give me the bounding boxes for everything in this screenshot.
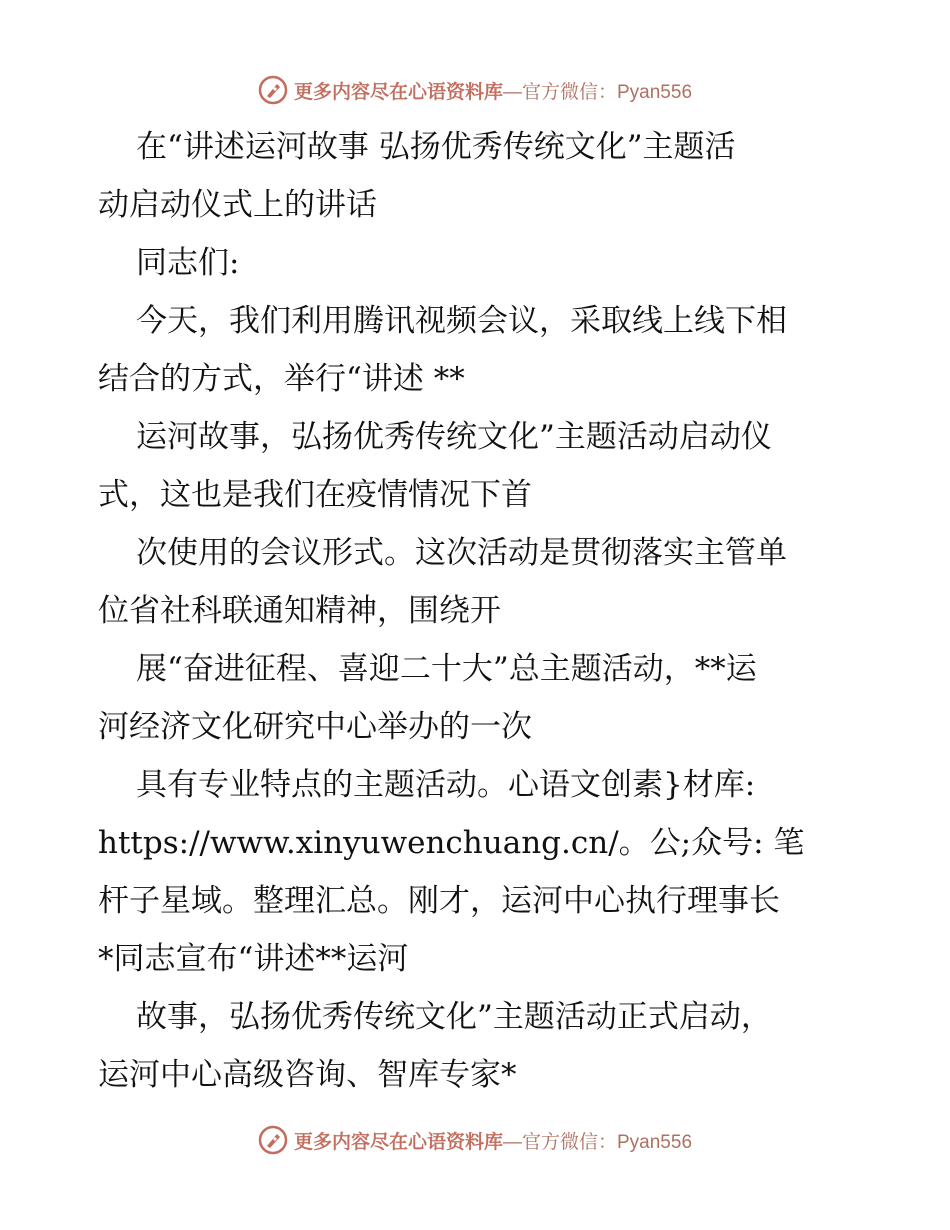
title-line-2: 动启动仪式上的讲话: [98, 187, 377, 223]
watermark-main: 更多内容尽在心语资料库: [293, 80, 503, 103]
paragraph-line: 今天，我们利用腾讯视频会议，采取线上线下相: [136, 303, 787, 339]
title-line-1: 在“讲述运河故事 弘扬优秀传统文化”主题活: [136, 129, 736, 165]
paragraph-line: 次使用的会议形式。这次活动是贯彻落实主管单: [136, 535, 787, 571]
paragraph-line: 展“奋进征程、喜迎二十大”总主题活动，**运: [136, 651, 757, 687]
watermark-sub: —官方微信：Pyan556: [503, 1131, 693, 1153]
footer-watermark: [0, 1120, 950, 1160]
watermark-text: [294, 1127, 692, 1154]
salutation: 同志们:: [136, 245, 240, 281]
paragraph-line: 杆子星域。整理汇总。刚才，运河中心执行理事长: [98, 883, 780, 919]
header-watermark: [0, 70, 950, 110]
paragraph-line: https://www.xinyuwenchuang.cn/。公;众号: 笔: [98, 825, 805, 861]
watermark-sub: —官方微信：Pyan556: [503, 81, 693, 103]
paragraph-line: 河经济文化研究中心举办的一次: [98, 709, 532, 745]
paragraph-line: *同志宣布“讲述**运河: [98, 941, 409, 977]
paragraph-line: 具有专业特点的主题活动。心语文创素}材库:: [136, 767, 756, 803]
paragraph-line: 结合的方式，举行“讲述 **: [98, 361, 465, 397]
watermark-main: 更多内容尽在心语资料库: [293, 1130, 503, 1153]
pen-nib-icon: [258, 1125, 288, 1155]
paragraph-line: 运河故事，弘扬优秀传统文化”主题活动启动仪: [136, 419, 772, 455]
paragraph-line: 位省社科联通知精神，围绕开: [98, 593, 501, 629]
watermark-text: [294, 77, 692, 104]
paragraph-line: 故事，弘扬优秀传统文化”主题活动正式启动，: [136, 999, 772, 1035]
pen-nib-icon: [258, 75, 288, 105]
paragraph-line: 式，这也是我们在疫情情况下首: [98, 477, 532, 513]
paragraph-line: 运河中心高级咨询、智库专家*: [98, 1057, 517, 1093]
document-body: [98, 118, 858, 1104]
